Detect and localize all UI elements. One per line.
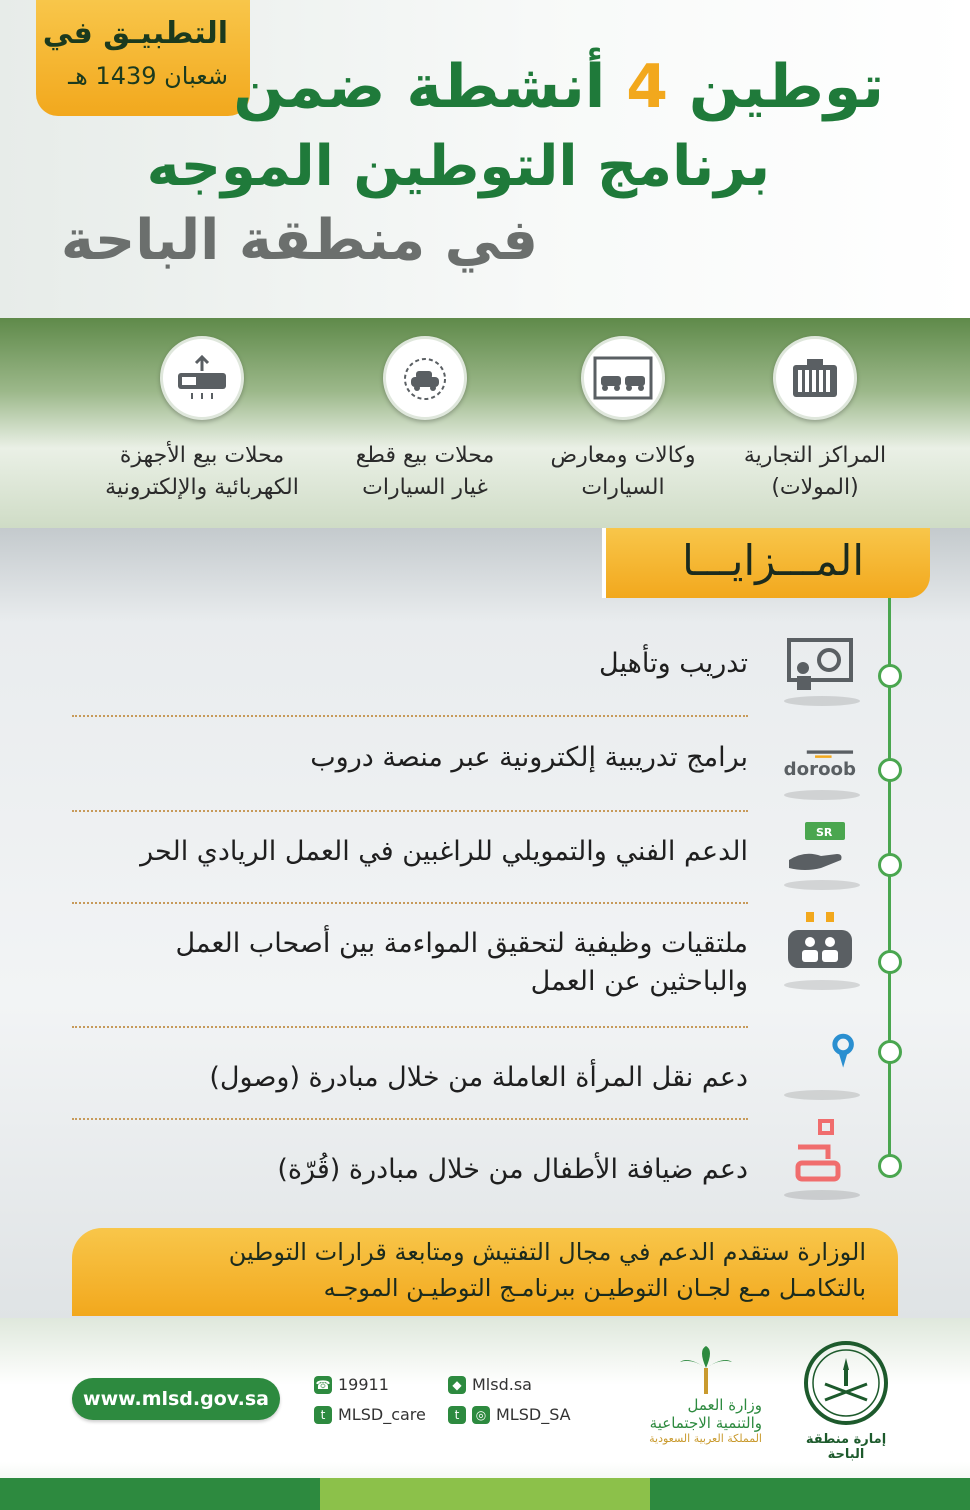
- advantage-doroob: برامج تدريبية إلكترونية عبر منصة دروب: [310, 742, 748, 773]
- phone-icon: ☎: [315, 1377, 331, 1392]
- footer-stripe: [0, 1478, 320, 1510]
- snapchat-icon: ◆: [448, 1376, 466, 1394]
- snapchat-contact[interactable]: ◆ Mlsd.sa: [448, 1375, 532, 1394]
- doroob-logo-icon: [782, 732, 858, 792]
- car-showroom-icon: [581, 336, 665, 420]
- advantage-job-fairs: ملتقيات وظيفية لتحقيق المواءمة بين أصحاب العمل: [175, 928, 748, 959]
- job-fair-icon: [782, 912, 858, 972]
- timeline-dot: [878, 853, 902, 877]
- activity-malls: المراكز التجارية (المولات): [700, 336, 930, 504]
- icon-shadow: [784, 696, 860, 706]
- advantage-wusool: دعم نقل المرأة العاملة من خلال مبادرة (وصول): [209, 1062, 748, 1093]
- money-support-icon: [782, 820, 858, 880]
- care-contact[interactable]: t MLSD_care: [314, 1405, 426, 1424]
- wusool-logo-icon: [782, 1026, 858, 1086]
- twitter-icon: t: [448, 1406, 466, 1424]
- svg-text:doroob: doroob: [783, 759, 857, 781]
- separator: [72, 810, 748, 812]
- phone-contact[interactable]: ☎ 19911: [315, 1375, 389, 1394]
- icon-shadow: [784, 1090, 860, 1100]
- note-line1: الوزارة ستقدم الدعم في مجال التفتيش ومتابعة قرارات التوطين: [228, 1238, 866, 1266]
- date-badge: [36, 0, 250, 116]
- advantages-title: المـــزايـــا: [602, 528, 930, 598]
- mall-building-icon: [773, 336, 857, 420]
- advantage-training: تدريب وتأهيل: [599, 648, 748, 679]
- footer-stripe: [320, 1478, 650, 1510]
- website-link[interactable]: www.mlsd.gov.sa: [72, 1378, 280, 1420]
- emblem-icon: [803, 1340, 889, 1426]
- twitter-icon: t: [314, 1406, 332, 1424]
- timeline-dot: [878, 1154, 902, 1178]
- advantage-financial-support: الدعم الفني والتمويلي للراغبين في العمل الريادي الحر: [140, 836, 748, 867]
- title-line2: برنامج التوطين الموجه: [146, 134, 770, 199]
- icon-shadow: [784, 790, 860, 800]
- activity-car-dealers: وكالات ومعارض السيارات: [508, 336, 738, 504]
- icon-shadow: [784, 880, 860, 890]
- separator: [72, 1118, 748, 1120]
- ministry-note: [72, 1228, 898, 1316]
- title-line3: في منطقة الباحة: [60, 208, 538, 273]
- training-icon: [782, 636, 858, 696]
- badge-line1: التطبيـق في: [42, 16, 228, 51]
- separator: [72, 1026, 748, 1028]
- icon-shadow: [784, 980, 860, 990]
- car-parts-icon: [383, 336, 467, 420]
- separator: [72, 715, 748, 717]
- activity-electronics: محلات بيع الأجهزة الكهربائية والإلكترونية: [72, 336, 332, 504]
- instagram-icon: ◎: [472, 1406, 490, 1424]
- emirate-logo: إمارة منطقة الباحة: [786, 1340, 906, 1462]
- electronics-appliances-icon: [160, 336, 244, 420]
- badge-line2: شعبان 1439 هـ: [68, 62, 228, 90]
- timeline-dot: [878, 1040, 902, 1064]
- activity-car-parts: محلات بيع قطع غيار السيارات: [310, 336, 540, 504]
- svg-text:SR: SR: [816, 826, 833, 839]
- timeline-dot: [878, 950, 902, 974]
- icon-shadow: [784, 1190, 860, 1200]
- timeline-dot: [878, 664, 902, 688]
- footer-stripe: [650, 1478, 970, 1510]
- twitter-contact[interactable]: t ◎ MLSD_SA: [448, 1405, 571, 1424]
- palm-logo-icon: [678, 1346, 734, 1396]
- separator: [72, 902, 748, 904]
- qurrah-logo-icon: [782, 1122, 858, 1182]
- title-line1: توطين 4 أنشطة ضمن: [233, 52, 884, 122]
- activities-band: [0, 318, 970, 528]
- advantage-qurrah: دعم ضيافة الأطفال من خلال مبادرة (قُرّة): [277, 1154, 748, 1185]
- title-number: 4: [626, 52, 668, 122]
- timeline-dot: [878, 758, 902, 782]
- note-line2: بالتكامـل مـع لجـان التوطيـن ببرنامـج التوطيـن الموجـه: [323, 1274, 866, 1302]
- ministry-logo: وزارة العمل والتنمية الاجتماعية المملكة العربية السعودية: [612, 1346, 762, 1445]
- advantage-job-fairs-line2: والباحثين عن العمل: [530, 966, 748, 997]
